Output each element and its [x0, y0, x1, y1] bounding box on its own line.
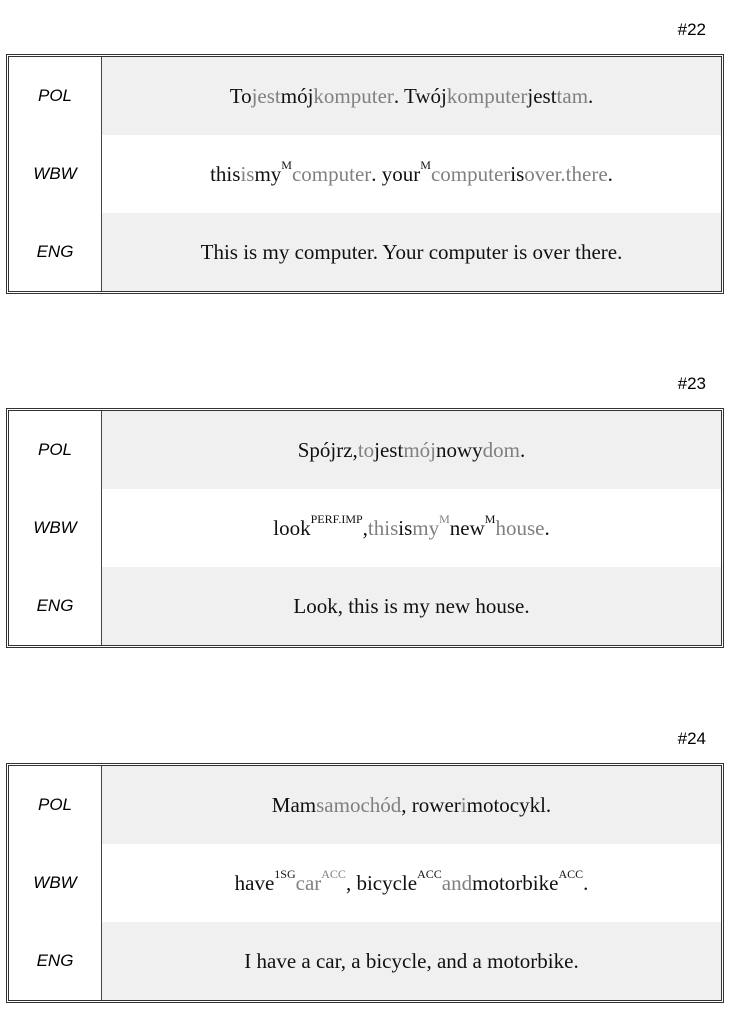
gloss-table [6, 408, 724, 648]
gloss-superscript: M [439, 511, 450, 526]
gloss-table [6, 54, 724, 294]
wbw-label: WBW [9, 135, 102, 213]
eng-label: ENG [9, 213, 102, 291]
wbw-text: this is my $^M$ computer . your $^M$ computer is over.there . [210, 157, 613, 186]
pol-row [9, 57, 721, 135]
sentence-number: #22 [677, 20, 706, 39]
gloss-superscript: M [281, 157, 292, 172]
pol-row [9, 411, 721, 489]
eng-text: This is my computer. Your computer is over there. [102, 213, 721, 291]
eng-row [9, 213, 721, 291]
pol-label: POL [9, 766, 102, 844]
wbw-row [9, 844, 721, 922]
wbw-row [9, 489, 721, 567]
gloss-superscript: 1SG [274, 866, 296, 881]
pol-row [9, 766, 721, 844]
gloss-superscript: ACC [417, 866, 442, 881]
sentence-block [0, 374, 732, 654]
gloss-superscript: M [484, 511, 496, 526]
eng-row [9, 567, 721, 645]
eng-row [9, 922, 721, 1000]
pol-text: To jest mój komputer . Twój komputer jest tam . [102, 57, 721, 135]
eng-text: I have a car, a bicycle, and a motorbike. [102, 922, 721, 1000]
pol-label: POL [9, 411, 102, 489]
gloss-table [6, 763, 724, 1003]
sentence-number: #23 [677, 374, 706, 393]
eng-text: Look, this is my new house. [102, 567, 721, 645]
eng-label: ENG [9, 567, 102, 645]
gloss-superscript: ACC [321, 866, 346, 881]
eng-label: ENG [9, 922, 102, 1000]
sentence-block [0, 729, 732, 1009]
pol-text: Mam samochód , rower i motocykl. [102, 766, 721, 844]
pol-label: POL [9, 57, 102, 135]
wbw-text: look $^{PERF.IMP}$ , this is my $^M$ new $^M$ house . [273, 511, 550, 540]
wbw-row [9, 135, 721, 213]
gloss-superscript: M [420, 157, 431, 172]
gloss-superscript: PERF.IMP [310, 511, 363, 526]
wbw-label: WBW [9, 489, 102, 567]
pol-text: Spójrz, to jest mój nowy dom . [102, 411, 721, 489]
wbw-text: have $^{1SG}$ car $^{ACC}$ , bicycle $^{ACC}$ and motorbike $^{ACC}$ . [234, 866, 589, 895]
sentence-number: #24 [677, 729, 706, 748]
sentence-block [0, 20, 732, 300]
gloss-superscript: ACC [558, 866, 584, 881]
wbw-label: WBW [9, 844, 102, 922]
